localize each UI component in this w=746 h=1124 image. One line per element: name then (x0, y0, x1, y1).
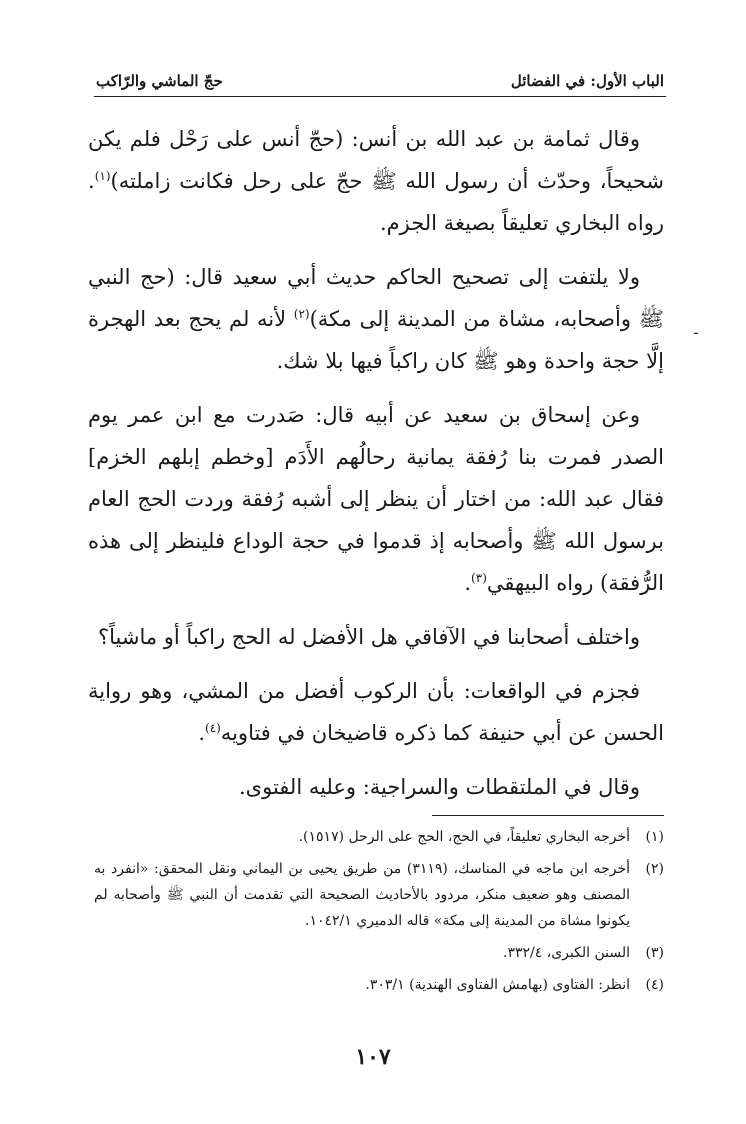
paragraph-4-text: واختلف أصحابنا في الآفاقي هل الأفضل له الحج راكباً أو ماشياً؟ (97, 625, 640, 649)
footnote-rule (432, 815, 664, 816)
paragraph-2 (88, 256, 664, 382)
paragraph-5-tail: . (198, 721, 205, 745)
paragraph-6-text: وقال في الملتقطات والسراجية: وعليه الفتوى. (239, 775, 640, 799)
paragraph-5 (88, 670, 664, 754)
chapter-title: الباب الأول: في الفضائل (510, 72, 664, 90)
paragraph-1 (88, 118, 664, 244)
paragraph-3-text: وعن إسحاق بن سعيد عن أبيه قال: صَدرت مع ابن عمر يوم الصدر فمرت بنا رُفقة يمانية رحالُهم الأَدَم [وخطم إبلهم الخزم] فقال عبد الله: من اختار أن ينظر إلى أشبه رُفقة وردت الحج العام برسول الله ﷺ وأصحابه إذ قدموا في حجة الوداع فلينظر إلى هذه الرُّفقة) رواه البيهقي (88, 403, 664, 595)
footnote-4 (94, 972, 664, 998)
footnote-number: (٤) (645, 977, 664, 993)
paragraph-6 (88, 766, 664, 808)
footnote-ref-4[interactable]: (٤) (205, 721, 221, 735)
footnote-text: انظر: الفتاوى (بهامش الفتاوى الهندية) ٣٠٣/١. (365, 977, 630, 993)
footnote-text: أخرجه البخاري تعليقاً، في الحج، الحج على الرحل (١٥١٧). (298, 829, 630, 845)
footnote-ref-3[interactable]: (٣) (471, 571, 487, 585)
footnote-ref-2[interactable]: (٢) (293, 307, 310, 321)
paragraph-3 (88, 394, 664, 604)
footnote-text: السنن الكبرى، ٣٣٢/٤. (503, 945, 630, 961)
page-number: ١٠٧ (355, 1044, 391, 1070)
footnote-number: (٣) (645, 945, 664, 961)
topic-title: حجّ الماشي والرّاكب (96, 72, 223, 90)
paragraph-1-tail: . رواه البخاري تعليقاً بصيغة الجزم. (88, 169, 664, 235)
footnote-number: (٢) (645, 861, 664, 877)
paragraph-5-text: فجزم في الواقعات: بأن الركوب أفضل من المشي، وهو رواية الحسن عن أبي حنيفة كما ذكره قاضيخان في فتاويه (88, 679, 664, 745)
paragraph-2-text: ولا يلتفت إلى تصحيح الحاكم حديث أبي سعيد قال: (حج النبي ﷺ وأصحابه، مشاة من المدينة إلى مكة) (88, 265, 665, 331)
paragraph-3-tail: . (464, 571, 472, 595)
footnote-number: (١) (645, 829, 664, 845)
footnote-ref-1[interactable]: (١) (94, 169, 111, 183)
footnotes (94, 824, 664, 1004)
footnote-3 (94, 940, 664, 966)
body-text (88, 118, 664, 820)
paragraph-4 (88, 616, 664, 658)
paragraph-2-tail: لأنه لم يحج بعد الهجرة إلَّا حجة واحدة وهو ﷺ كان راكباً فيها بلا شك. (88, 307, 664, 373)
footnote-2 (94, 856, 664, 934)
header-rule (94, 96, 666, 97)
margin-mark: ـ (694, 322, 699, 338)
running-header (96, 62, 664, 90)
footnote-text: أخرجه ابن ماجه في المناسك، (٣١١٩) من طريق يحيى بن اليماني ونقل المحقق: «انفرد به المصنف وهو ضعيف منكر، مردود بالأحاديث الصحيحة التي تقدمت أن النبي ﷺ وأصحابه لم يكونوا مشاة من المدينة إلى مكة» قاله الدميري ١٠٤٢/١. (94, 861, 630, 929)
footnote-1 (94, 824, 664, 850)
paragraph-1-text: وقال ثمامة بن عبد الله بن أنس: (حجّ أنس على رَحْل فلم يكن شحيحاً، وحدّث أن رسول الله ﷺ حجّ على رحل فكانت زاملته) (88, 127, 664, 193)
